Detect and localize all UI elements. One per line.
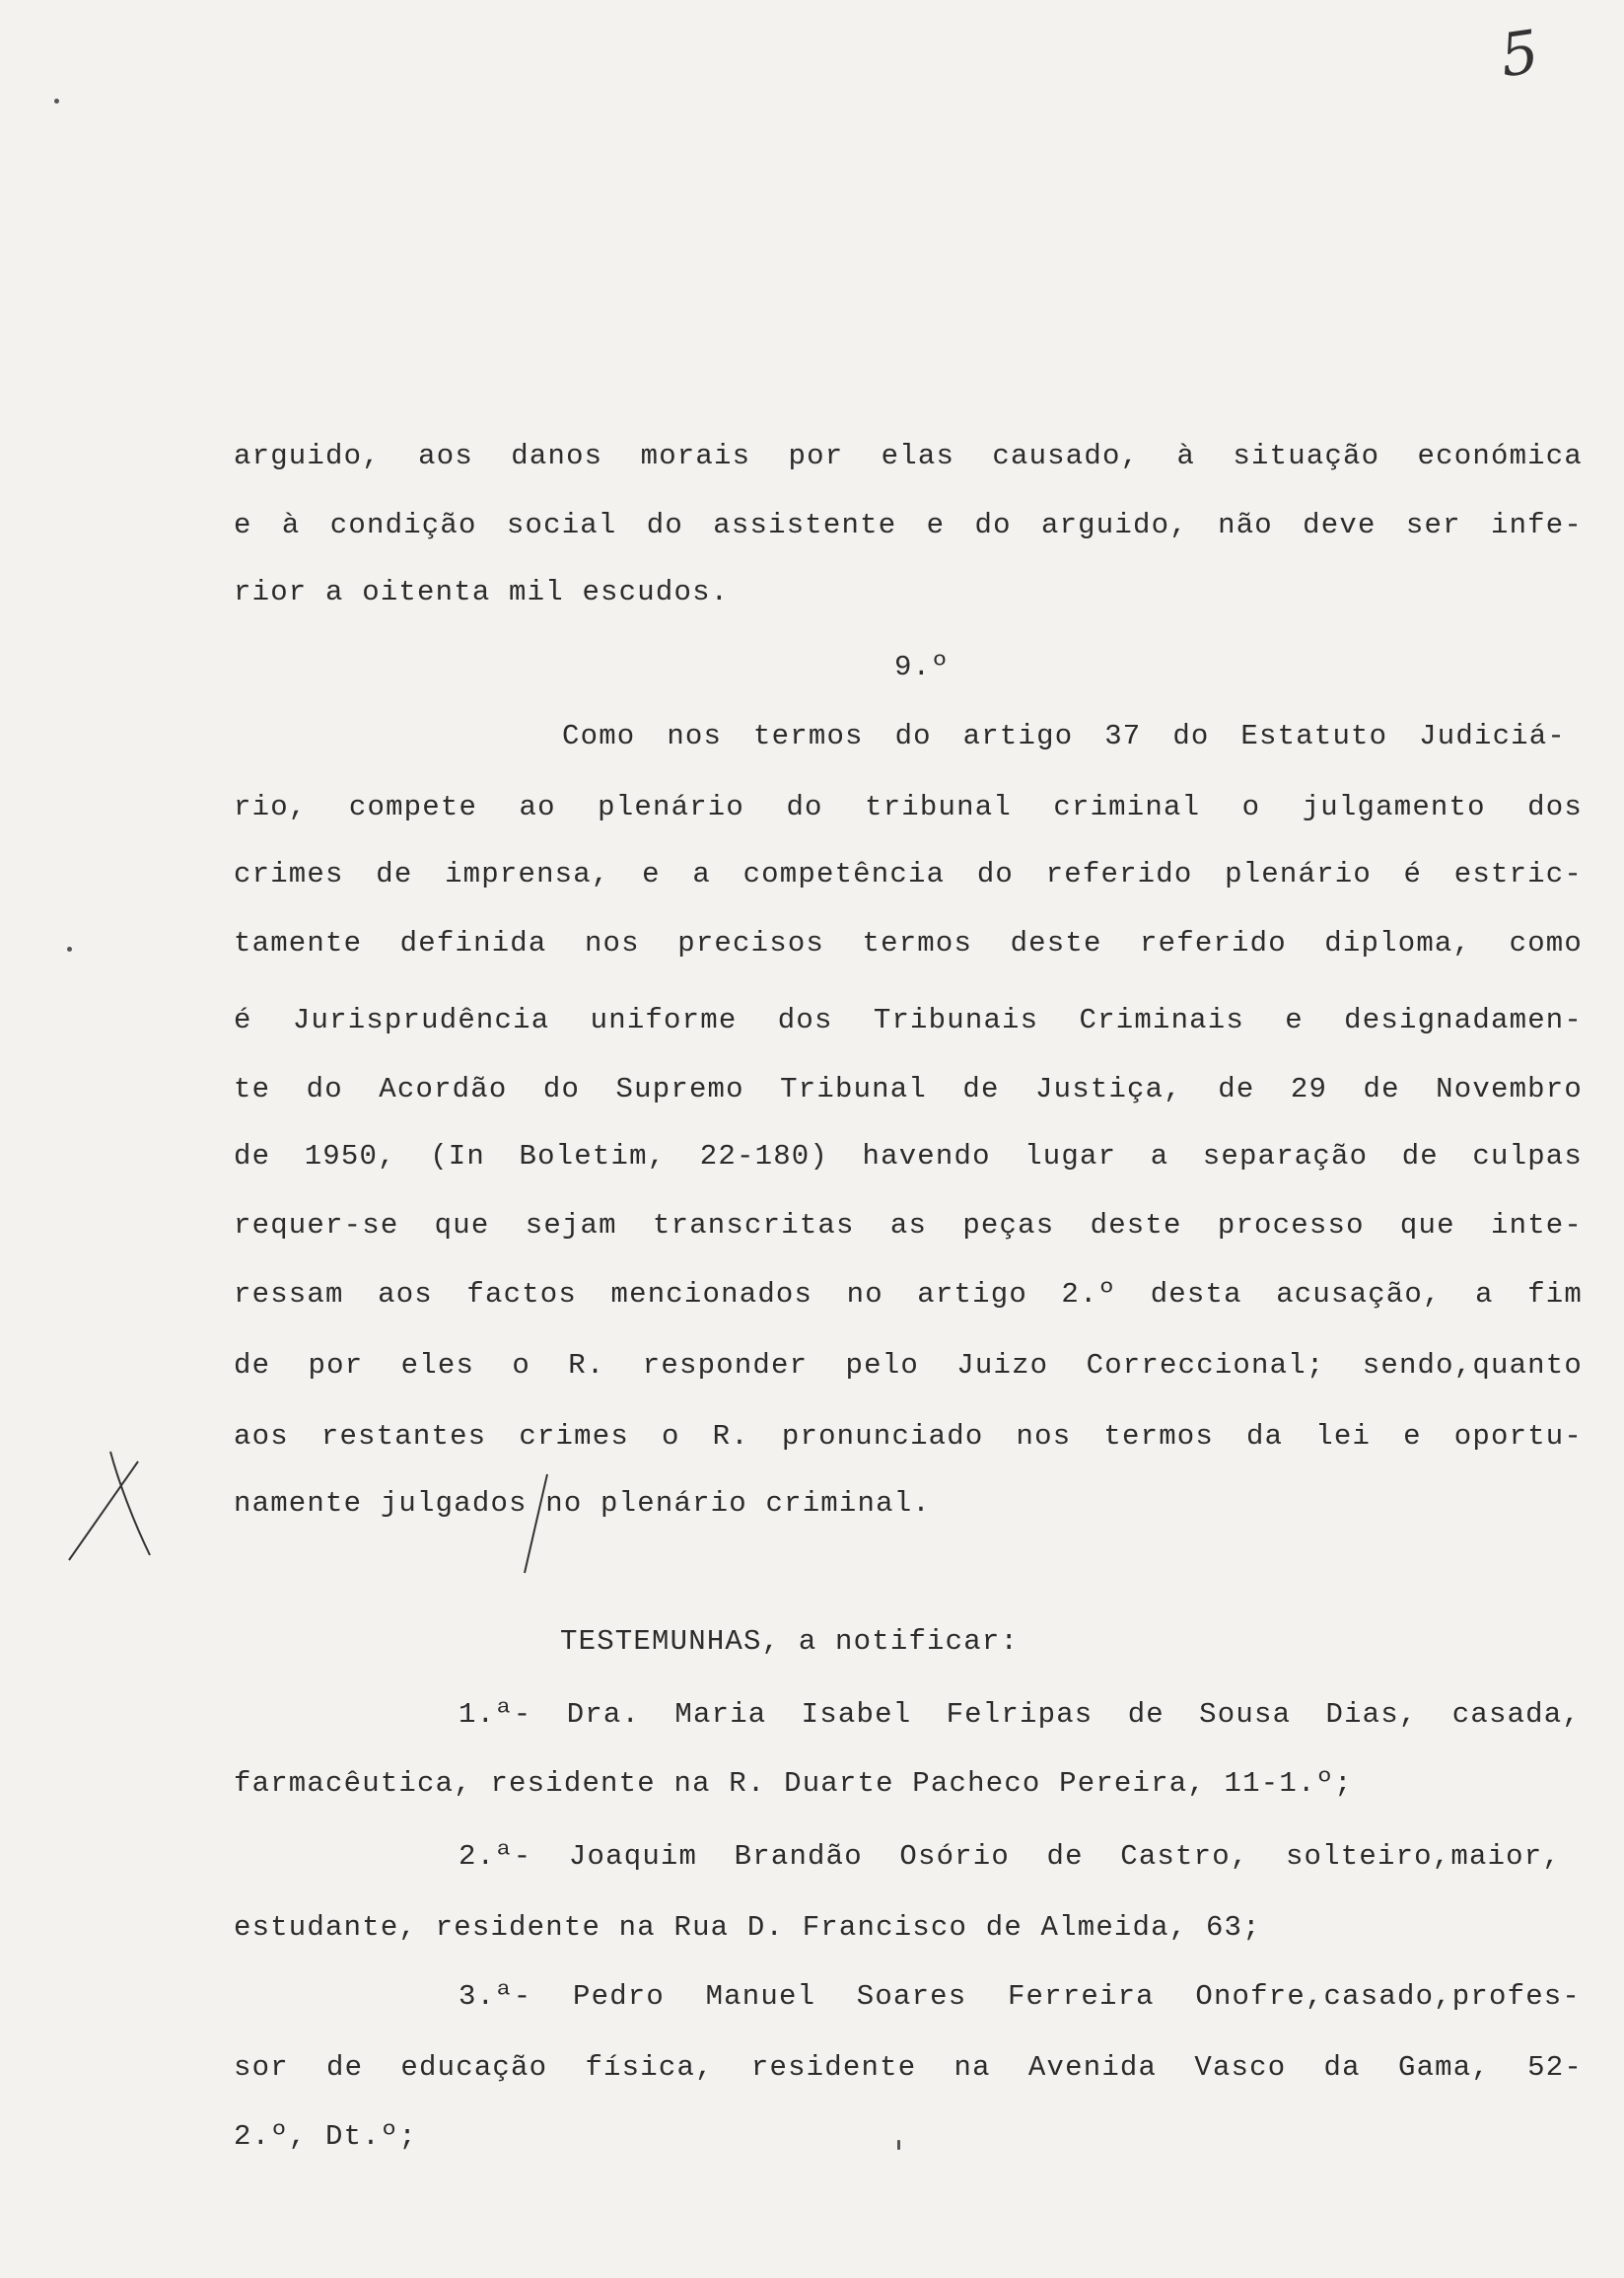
paragraph-line: de por eles o R. responder pelo Juizo Correccional; sendo,quanto xyxy=(234,1349,1583,1382)
witnesses-heading: TESTEMUNHAS, a notificar: xyxy=(560,1625,1020,1658)
witness-entry: 2.ª- Joaquim Brandão Osório de Castro, solteiro,maior, xyxy=(459,1840,1561,1873)
paper-speck xyxy=(54,99,59,104)
paragraph-line: requer-se que sejam transcritas as peças deste processo que inte- xyxy=(234,1209,1583,1242)
paragraph-line: é Jurisprudência uniforme dos Tribunais Criminais e designadamen- xyxy=(234,1004,1583,1036)
witness-entry: 1.ª- Dra. Maria Isabel Felripas de Sousa Dias, casada, xyxy=(459,1698,1581,1731)
paragraph-line: aos restantes crimes o R. pronunciado nos termos da lei e oportu- xyxy=(234,1420,1583,1453)
paragraph-line: rio, compete ao plenário do tribunal criminal o julgamento dos xyxy=(234,791,1583,823)
paragraph-line: te do Acordão do Supremo Tribunal de Justiça, de 29 de Novembro xyxy=(234,1073,1583,1105)
paragraph-line: tamente definida nos precisos termos deste referido diploma, como xyxy=(234,927,1583,960)
paragraph-line: arguido, aos danos morais por elas causado, à situação económica xyxy=(234,440,1583,472)
page-number: 5 xyxy=(1496,17,1543,92)
paragraph-line: Como nos termos do artigo 37 do Estatuto Judiciá- xyxy=(562,720,1566,752)
witness-entry: 3.ª- Pedro Manuel Soares Ferreira Onofre,casado,profes- xyxy=(459,1980,1581,2013)
paragraph-line: crimes de imprensa, e a competência do referido plenário é estric- xyxy=(234,858,1583,890)
witness-entry-continued: estudante, residente na Rua D. Francisco de Almeida, 63; xyxy=(234,1911,1261,1944)
paper-speck xyxy=(67,947,72,952)
witness-entry-continued: 2.º, Dt.º; xyxy=(234,2120,418,2153)
paragraph-line: de 1950, (In Boletim, 22-180) havendo lugar a separação de culpas xyxy=(234,1140,1583,1173)
section-heading: 9.º xyxy=(894,651,950,683)
paper-speck xyxy=(897,2140,900,2150)
handwritten-slash-mark xyxy=(513,1469,552,1578)
paragraph-line: ressam aos factos mencionados no artigo 2.º desta acusação, a fim xyxy=(234,1278,1583,1311)
paragraph-line: namente julgados no plenário criminal. xyxy=(234,1487,931,1520)
paragraph-line: rior a oitenta mil escudos. xyxy=(234,576,730,608)
witness-entry-continued: sor de educação física, residente na Avenida Vasco da Gama, 52- xyxy=(234,2051,1583,2084)
witness-entry-continued: farmacêutica, residente na R. Duarte Pacheco Pereira, 11-1.º; xyxy=(234,1767,1353,1800)
handwritten-x-mark xyxy=(59,1442,158,1570)
paragraph-line: e à condição social do assistente e do arguido, não deve ser infe- xyxy=(234,509,1583,541)
